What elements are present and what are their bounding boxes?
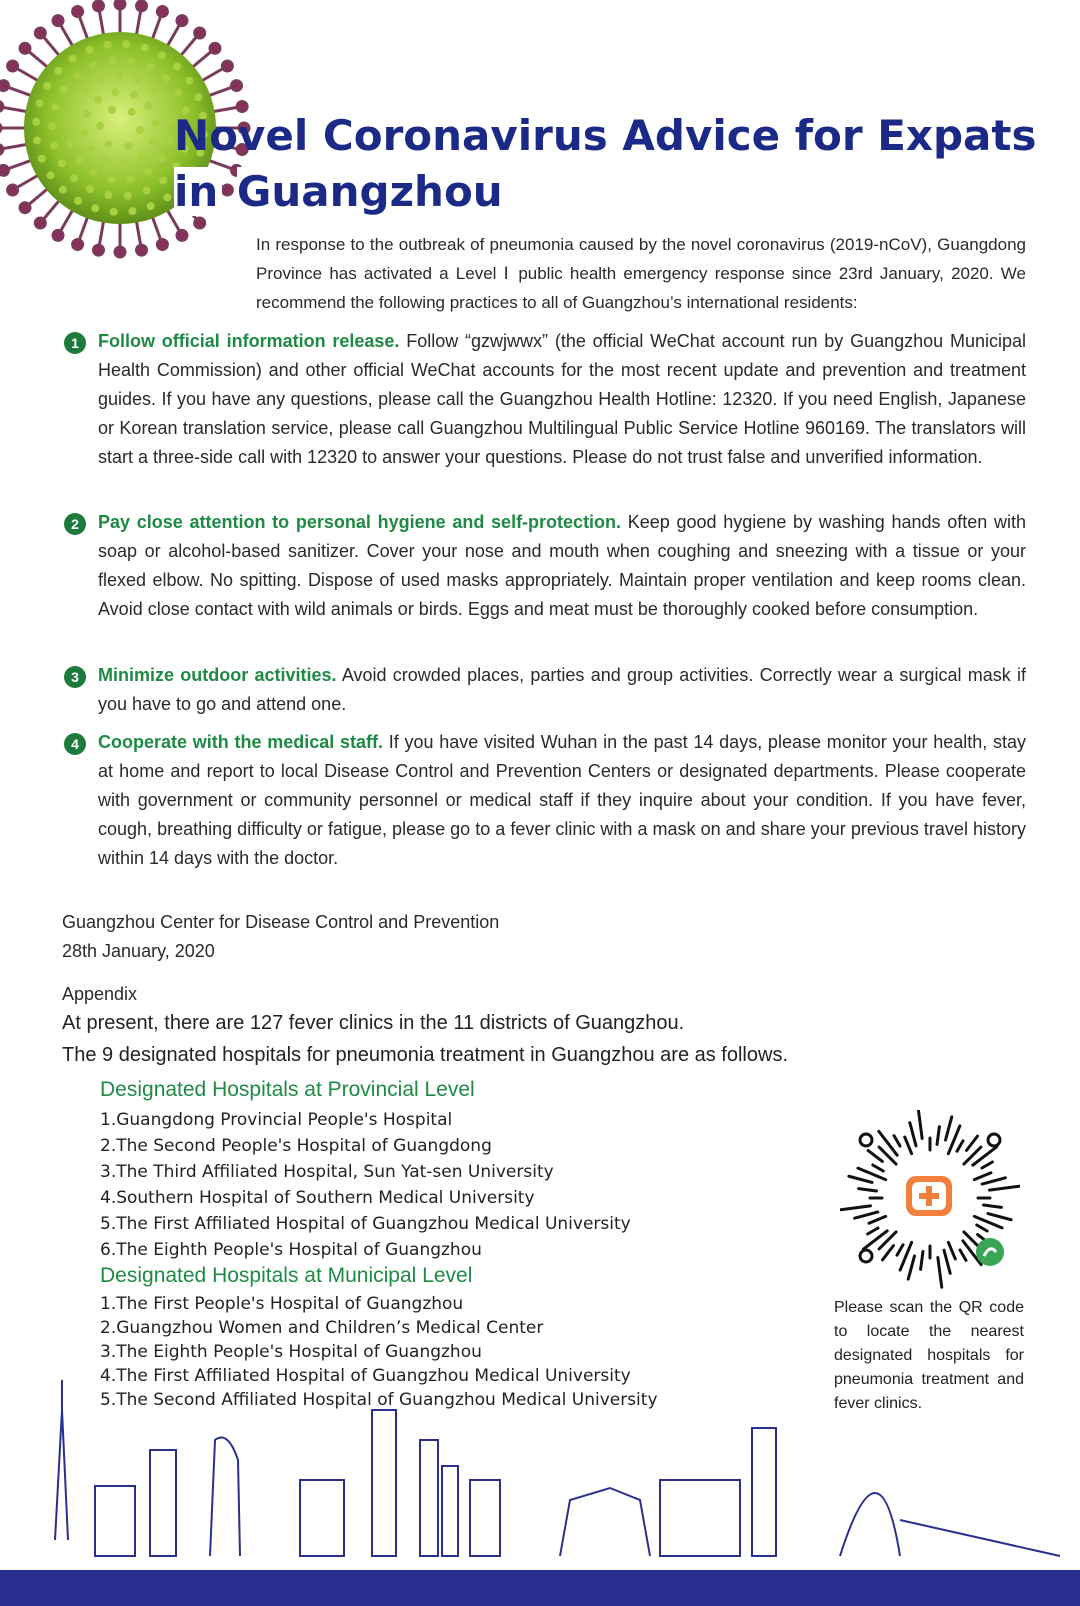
qr-code[interactable] (840, 1110, 1020, 1290)
municipal-hospital-1: 1.The First People's Hospital of Guangzhou (100, 1294, 464, 1314)
title-word-in: in (174, 167, 222, 216)
provincial-hospital-2: 2.The Second People's Hospital of Guangdong (100, 1136, 492, 1156)
advice-body-1: Follow “gzwjwwx” (the official WeChat account run by Guangzhou Municipal Health Commission) and other official WeChat accounts for the most recent update and prevention and treatment guides. If you have any questions, please call the Guangzhou Health Hotline: 12320. If you need English, Japanese or Korean translation service, please call Guangzhou Multilingual Public Service Hotline 960169. The translators will start a three-side call with 12320 to answer your questions. Please do not trust false and unverified information. (98, 331, 1026, 467)
advice-body-3: Avoid crowded places, parties and group activities. Correctly wear a surgical mask if you have to go and attend one. (98, 665, 1026, 714)
municipal-hospital-3: 3.The Eighth People's Hospital of Guangzhou (100, 1342, 482, 1362)
municipal-title: Designated Hospitals at Municipal Level (100, 1264, 473, 1287)
number-badge-3: 3 (64, 666, 86, 688)
title-line-2 (174, 164, 1054, 220)
intro-paragraph: In response to the outbreak of pneumonia caused by the novel coronavirus (2019-nCoV), Guangdong Province has activated a Level Ⅰ public health emergency response since 23rd January, 2020. We recommend the following practices to all of Guangzhou’s international residents: (256, 235, 1026, 312)
advice-heading-1: Follow official information release. (98, 331, 400, 351)
advice-item-4 (60, 728, 1026, 873)
provincial-hospital-4: 4.Southern Hospital of Southern Medical University (100, 1188, 535, 1208)
municipal-hospital-2: 2.Guangzhou Women and Children’s Medical Center (100, 1318, 544, 1338)
advice-heading-4: Cooperate with the medical staff. (98, 732, 383, 752)
advice-heading-3: Minimize outdoor activities. (98, 665, 337, 685)
number-badge-4: 4 (64, 733, 86, 755)
municipal-hospital-4: 4.The First Affiliated Hospital of Guangzhou Medical University (100, 1366, 631, 1386)
appendix-line-1: At present, there are 127 fever clinics in the 11 districts of Guangzhou. (62, 1012, 685, 1034)
appendix-line-2: The 9 designated hospitals for pneumonia treatment in Guangzhou are as follows. (62, 1044, 788, 1066)
advice-item-3 (60, 661, 1026, 719)
guangzhou-skyline-illustration (0, 1370, 1080, 1606)
provincial-hospital-1: 1.Guangdong Provincial People's Hospital (100, 1110, 453, 1130)
signature-date: 28th January, 2020 (62, 941, 215, 961)
advice-body-4: If you have visited Wuhan in the past 14 days, please monitor your health, stay at home and report to local Disease Control and Prevention Centers or designated departments. Please cooperate with government or community personnel or medical staff if they inquire about your condition. If you have fever, cough, breathing difficulty or fatigue, please go to a fever clinic with a mask on and share your previous travel history within 14 days with the doctor. (98, 732, 1026, 868)
qr-caption: Please scan the QR code to locate the nearest designated hospitals for pneumonia treatment and fever clinics. (834, 1299, 1024, 1412)
advice-heading-2: Pay close attention to personal hygiene and self-protection. (98, 512, 622, 532)
title-word-guangzhou: Guangzhou (237, 167, 507, 216)
page-title (174, 108, 1054, 220)
advice-item-1 (60, 327, 1026, 472)
number-badge-1: 1 (64, 332, 86, 354)
provincial-hospital-3: 3.The Third Affiliated Hospital, Sun Yat-sen University (100, 1162, 554, 1182)
advice-body-2: Keep good hygiene by washing hands often with soap or alcohol-based sanitizer. Cover your nose and mouth when coughing and sneezing with a tissue or your flexed elbow. No spitting. Dispose of used masks appropriately. Maintain proper ventilation and keep rooms clean. Avoid close contact with wild animals or birds. Eggs and meat must be thoroughly cooked before consumption. (98, 512, 1027, 619)
number-badge-2: 2 (64, 513, 86, 535)
advice-item-2 (60, 508, 1026, 624)
provincial-hospital-5: 5.The First Affiliated Hospital of Guangzhou Medical University (100, 1214, 631, 1234)
signature-org: Guangzhou Center for Disease Control and Prevention (62, 912, 500, 932)
provincial-hospital-6: 6.The Eighth People's Hospital of Guangzhou (100, 1240, 482, 1260)
provincial-title: Designated Hospitals at Provincial Level (100, 1078, 475, 1101)
appendix-label: Appendix (62, 984, 138, 1004)
municipal-hospital-5: 5.The Second Affiliated Hospital of Guangzhou Medical University (100, 1390, 658, 1410)
title-line-1: Novel Coronavirus Advice for Expats (174, 111, 1037, 160)
signature-block (62, 908, 499, 966)
